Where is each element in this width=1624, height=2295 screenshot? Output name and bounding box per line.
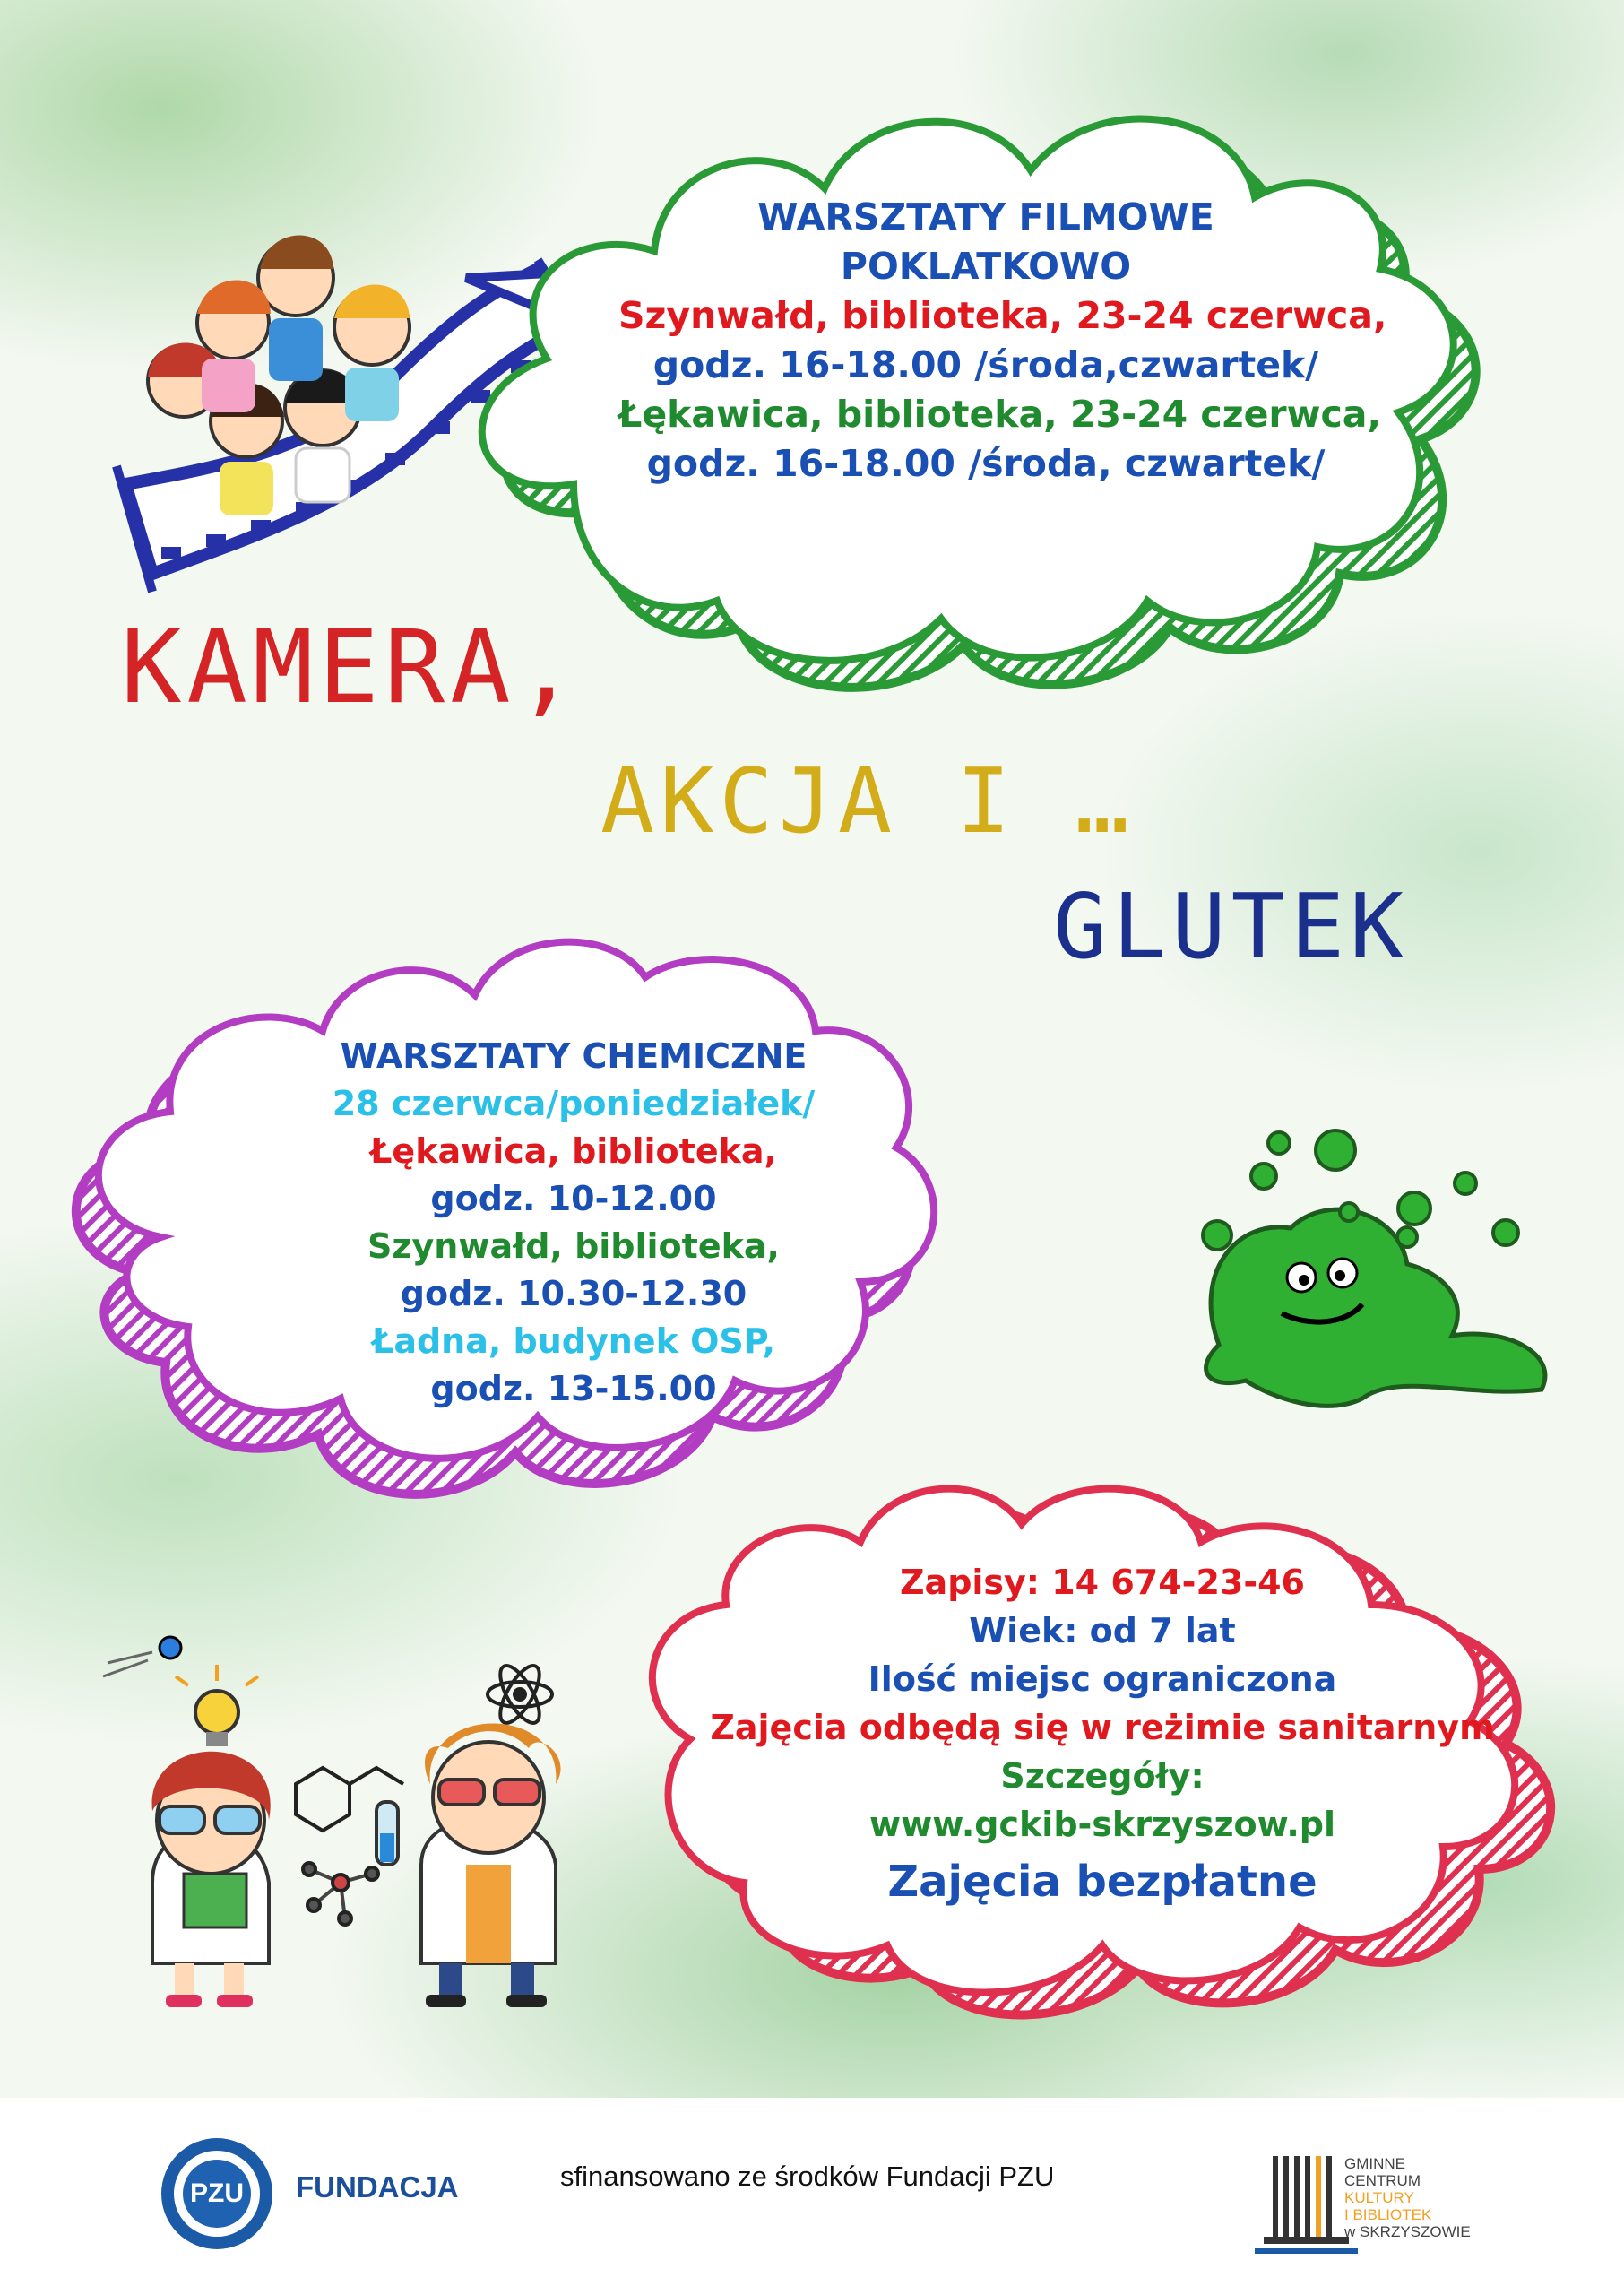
chemiczne-place-3: Ładna, budynek OSP, xyxy=(371,1321,776,1361)
cloud-chemiczne-text xyxy=(251,1033,896,1413)
filmowe-line-2: godz. 16-18.00 /środa,czwartek/ xyxy=(652,343,1319,386)
funding-caption: sfinansowano ze środków Fundacji PZU xyxy=(560,2161,1055,2192)
gck-line-1: GMINNE xyxy=(1344,2155,1405,2172)
gck-line-4: I BIBLIOTEK xyxy=(1344,2206,1432,2223)
slime-blob-icon xyxy=(1203,1130,1545,1406)
chemiczne-date: 28 czerwca/poniedziałek/ xyxy=(332,1084,816,1123)
cloud-filmowe-text xyxy=(618,193,1387,489)
chemiczne-place-2: Szynwałd, biblioteka, xyxy=(367,1226,780,1266)
chemiczne-time-3: godz. 13-15.00 xyxy=(430,1369,717,1408)
filmowe-title-2: POKLATKOWO xyxy=(840,245,1132,288)
gck-line-5: w SKRZYSZOWIE xyxy=(1344,2223,1471,2240)
headline-akcja: AKCJA I … xyxy=(600,749,1135,853)
chemiczne-time-1: godz. 10-12.00 xyxy=(430,1179,717,1218)
scientist-boy-icon xyxy=(376,1724,561,2008)
info-free: Zajęcia bezpłatne xyxy=(887,1857,1317,1907)
gck-line-3: KULTURY xyxy=(1344,2189,1414,2206)
pzu-logo-text: PZU xyxy=(183,2160,251,2228)
cloud-info-text xyxy=(699,1558,1506,1915)
gck-logo-bars-icon xyxy=(1255,2156,1358,2254)
pzu-fundacja-label: FUNDACJA xyxy=(296,2170,459,2204)
chemiczne-title: WARSZTATY CHEMICZNE xyxy=(340,1036,808,1076)
headline-kamera: KAMERA, xyxy=(121,610,583,726)
scientist-girl-icon xyxy=(152,1752,271,2007)
ball-icon xyxy=(103,1637,181,1676)
gck-logo-text xyxy=(1344,2155,1471,2240)
chemiczne-time-2: godz. 10.30-12.30 xyxy=(400,1274,747,1313)
info-phone: Zapisy: 14 674-23-46 xyxy=(900,1563,1305,1602)
chemiczne-place-1: Łękawica, biblioteka, xyxy=(370,1131,777,1171)
filmowe-line-4: godz. 16-18.00 /środa, czwartek/ xyxy=(646,442,1326,485)
filmowe-title-1: WARSZTATY FILMOWE xyxy=(757,195,1214,238)
info-age: Wiek: od 7 lat xyxy=(969,1611,1236,1650)
headline-glutek: GLUTEK xyxy=(1053,874,1410,979)
filmowe-line-1: Szynwałd, biblioteka, 23-24 czerwca, xyxy=(618,294,1387,337)
filmowe-line-3: Łękawica, biblioteka, 23-24 czerwca, xyxy=(618,393,1382,436)
info-details: Szczegóły: xyxy=(1000,1756,1205,1796)
info-url[interactable]: www.gckib-skrzyszow.pl xyxy=(868,1805,1335,1844)
atom-icon xyxy=(488,1660,552,1728)
info-places: Ilość miejsc ograniczona xyxy=(868,1659,1337,1699)
light-bulb-icon xyxy=(176,1665,258,1746)
info-sanitary: Zajęcia odbędą się w reżimie sanitarnym xyxy=(710,1708,1495,1747)
pzu-logo-icon xyxy=(161,2138,272,2249)
gck-line-2: CENTRUM xyxy=(1344,2172,1421,2189)
